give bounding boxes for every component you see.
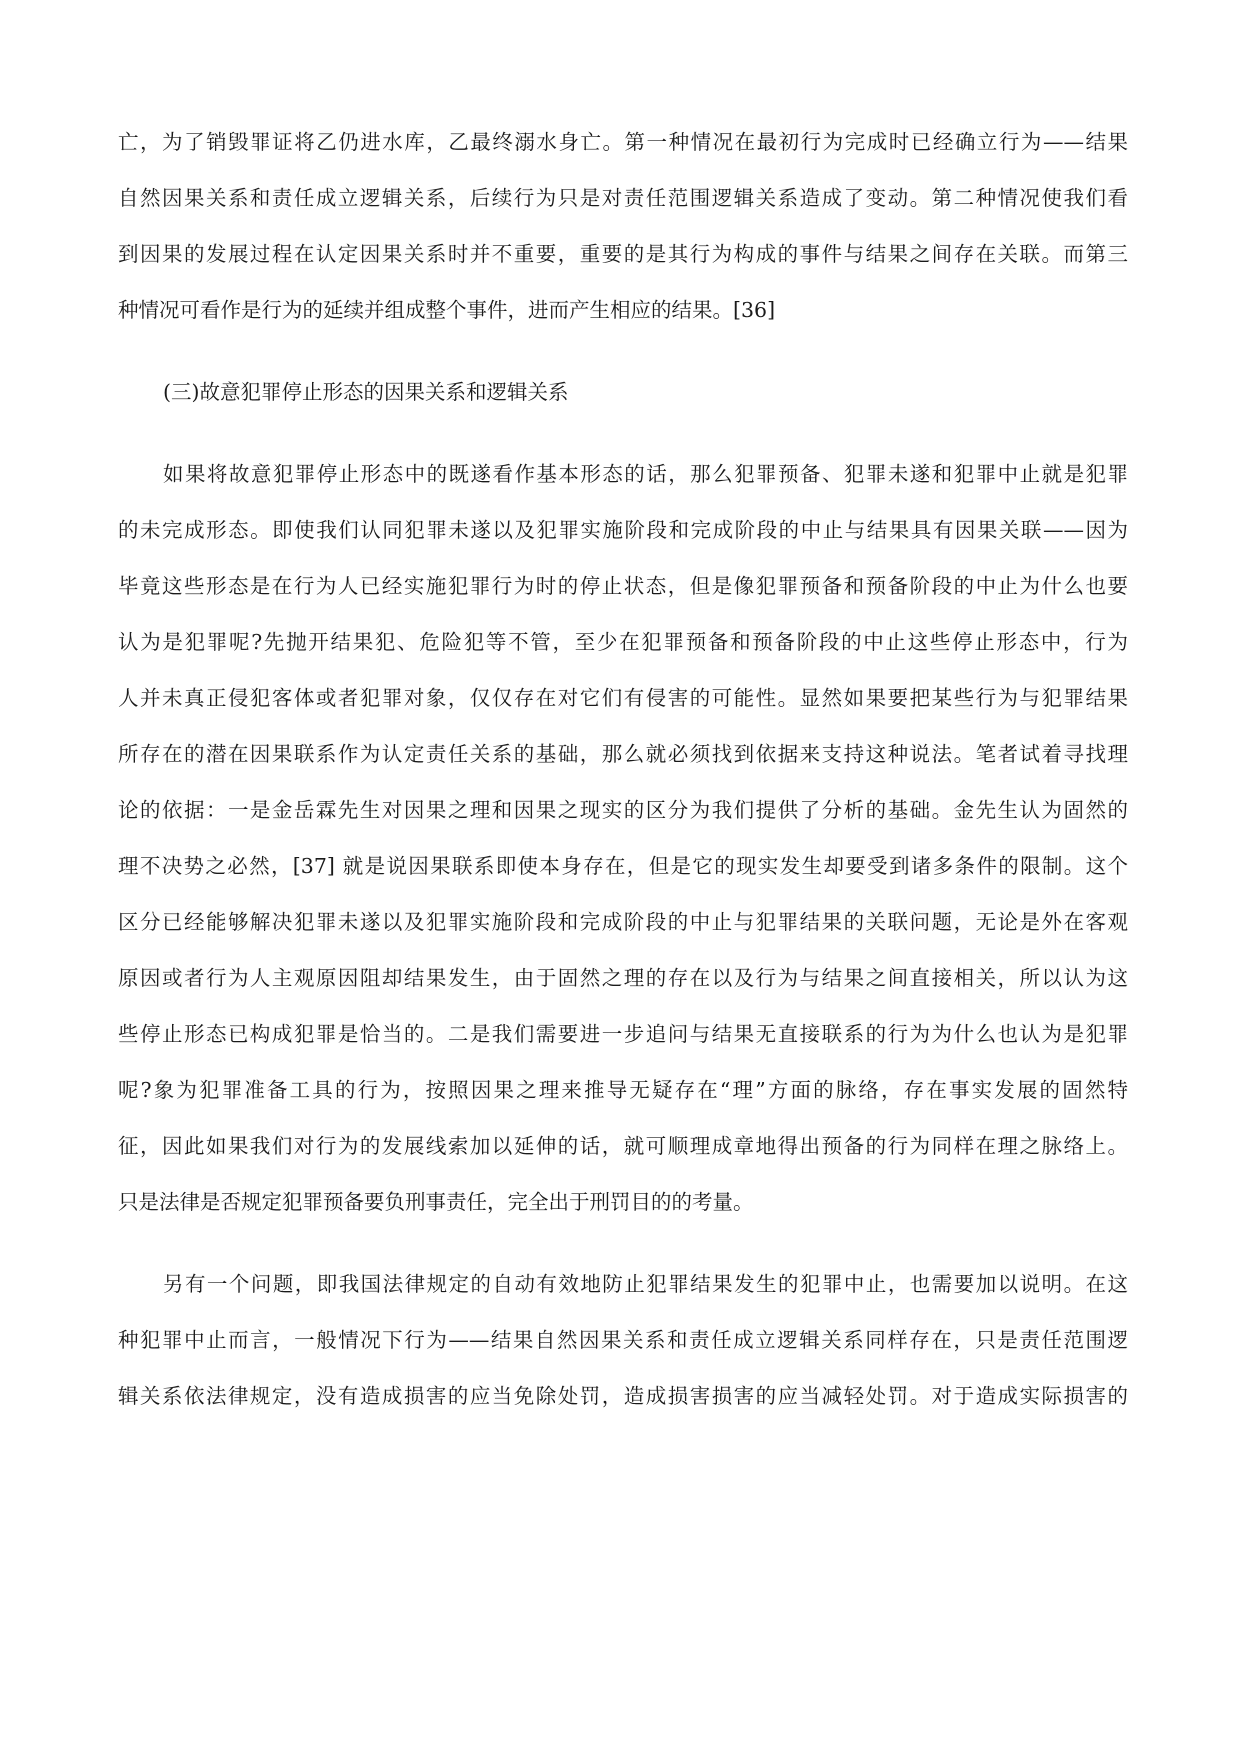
text-line: 的未完成形态。即使我们认同犯罪未遂以及犯罪实施阶段和完成阶段的中止与结果具有因果关联——因为 [118,518,1128,542]
text-line: 认为是犯罪呢?先抛开结果犯、危险犯等不管，至少在犯罪预备和预备阶段的中止这些停止形态中，行为 [118,630,1128,654]
text-line: 亡，为了销毁罪证将乙仍进水库，乙最终溺水身亡。第一种情况在最初行为完成时已经确立行为——结果 [118,130,1128,154]
text-line: 原因或者行为人主观原因阻却结果发生，由于固然之理的存在以及行为与结果之间直接相关，所以认为这 [118,966,1128,990]
text-line: 理不决势之必然，[37] 就是说因果联系即使本身存在，但是它的现实发生却要受到诸多条件的限制。这个 [118,854,1128,878]
text-line: 征，因此如果我们对行为的发展线索加以延伸的话，就可顺理成章地得出预备的行为同样在理之脉络上。 [118,1134,1128,1158]
text-line: 种情况可看作是行为的延续并组成整个事件，进而产生相应的结果。[36] [118,298,776,322]
text-line: 只是法律是否规定犯罪预备要负刑事责任，完全出于刑罚目的的考量。 [118,1190,754,1214]
text-line: 所存在的潜在因果联系作为认定责任关系的基础，那么就必须找到依据来支持这种说法。笔者试着寻找理 [118,742,1128,766]
text-line: 呢?象为犯罪准备工具的行为，按照因果之理来推导无疑存在“理”方面的脉络，存在事实发展的固然特 [118,1078,1128,1102]
text-line: 到因果的发展过程在认定因果关系时并不重要，重要的是其行为构成的事件与结果之间存在关联。而第三 [118,242,1128,266]
text-line: 辑关系依法律规定，没有造成损害的应当免除处罚，造成损害损害的应当减轻处罚。对于造成实际损害的 [118,1384,1128,1408]
text-line: 人并未真正侵犯客体或者犯罪对象，仅仅存在对它们有侵害的可能性。显然如果要把某些行为与犯罪结果 [118,686,1128,710]
text-line: 些停止形态已构成犯罪是恰当的。二是我们需要进一步追问与结果无直接联系的行为为什么也认为是犯罪 [118,1022,1128,1046]
text-line: 种犯罪中止而言，一般情况下行为——结果自然因果关系和责任成立逻辑关系同样存在，只是责任范围逻 [118,1328,1128,1352]
text-line: 区分已经能够解决犯罪未遂以及犯罪实施阶段和完成阶段的中止与犯罪结果的关联问题，无论是外在客观 [118,910,1128,934]
section-heading: (三)故意犯罪停止形态的因果关系和逻辑关系 [163,380,569,404]
text-line: 自然因果关系和责任成立逻辑关系，后续行为只是对责任范围逻辑关系造成了变动。第二种情况使我们看 [118,186,1128,210]
text-line: 论的依据：一是金岳霖先生对因果之理和因果之现实的区分为我们提供了分析的基础。金先生认为固然的 [118,798,1128,822]
text-line: 另有一个问题，即我国法律规定的自动有效地防止犯罪结果发生的犯罪中止，也需要加以说明。在这 [163,1272,1128,1296]
text-line: 如果将故意犯罪停止形态中的既遂看作基本形态的话，那么犯罪预备、犯罪未遂和犯罪中止就是犯罪 [163,462,1128,486]
text-line: 毕竟这些形态是在行为人已经实施犯罪行为时的停止状态，但是像犯罪预备和预备阶段的中止为什么也要 [118,574,1128,598]
